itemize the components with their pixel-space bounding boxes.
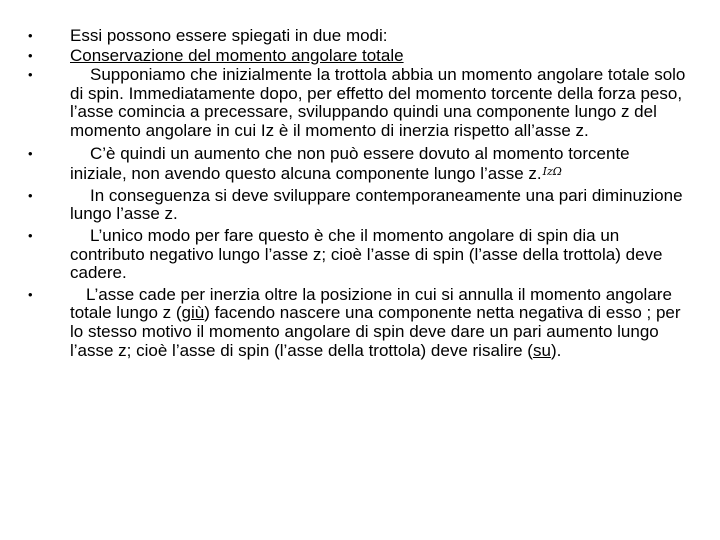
bullet-text: Supponiamo che inizialmente la trottola abbia un momento angolare totale solo di spin. Immediatamente dopo, per effetto del momento torcente della forza peso, l’asse comincia a precessare, sviluppando quindi una componente lungo z del momento angolare in cui Iz è il momento di inerzia rispetto all’asse z. (70, 65, 686, 140)
list-item (28, 227, 688, 283)
bullet-icon: • (28, 28, 33, 43)
section-heading: Conservazione del momento angolare totale (70, 45, 404, 65)
bullet-icon: • (28, 227, 33, 243)
bullet-text: L’unico modo per fare questo è che il momento angolare di spin dia un contributo negativo lungo l’asse z; cioè l’asse di spin (l’asse della trottola) deve cadere. (70, 225, 663, 283)
bullet-text: L’asse cade per inerzia oltre la posizione in cui si annulla il momento angolare totale lungo z ( (70, 284, 672, 323)
bullet-icon: • (28, 47, 33, 63)
formula-iz-omega: IzΩ (542, 165, 562, 179)
bullet-text: In conseguenza si deve sviluppare contemporaneamente una pari diminuzione lungo l’asse z. (70, 185, 683, 224)
bullet-icon: • (28, 286, 33, 302)
bullet-text: Essi possono essere spiegati in due modi: (70, 26, 388, 45)
list-item (28, 145, 688, 184)
bullet-icon: • (28, 67, 33, 83)
list-item (28, 47, 688, 66)
list-item (28, 187, 688, 224)
bullet-text-middle: ) facendo nascere una componente netta negativa di esso ; per lo stesso motivo il momento angolare di spin deve dare un pari aumento lungo l’asse z; cioè l’asse di spin (l’asse della trottola) deve risalire ( (70, 303, 681, 360)
underlined-word-giu: giù (181, 303, 205, 323)
bullet-icon: • (28, 145, 33, 161)
list-item (28, 286, 688, 360)
list-item (28, 27, 688, 46)
bullet-list (28, 27, 688, 360)
bullet-text: C’è quindi un aumento che non può essere dovuto al momento torcente iniziale, non avendo questo alcuna componente lungo l’asse z. (70, 143, 630, 184)
bullet-icon: • (28, 187, 33, 203)
underlined-word-su: su (532, 340, 551, 360)
list-item (28, 66, 688, 140)
bullet-text-end: ). (550, 340, 562, 360)
